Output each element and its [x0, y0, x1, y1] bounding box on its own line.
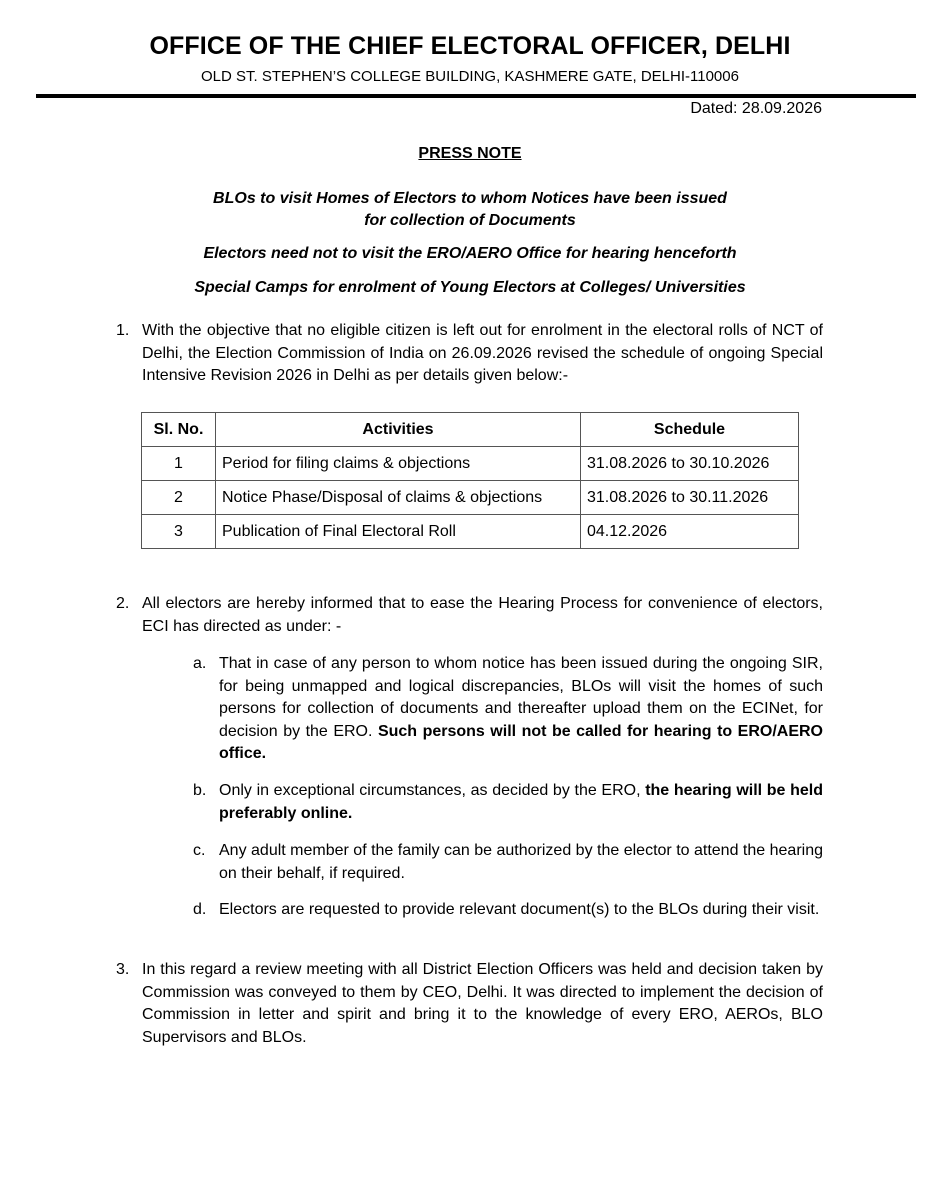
- cell-activity: Notice Phase/Disposal of claims & objections: [216, 481, 581, 515]
- cell-schedule: 04.12.2026: [581, 515, 799, 549]
- header-rule: [36, 94, 916, 98]
- date-line: Dated: 28.09.2026: [690, 100, 822, 117]
- subitem-b-text: Only in exceptional circumstances, as decided by the ERO,: [219, 782, 641, 799]
- subitem-a-bold: Such persons will not be called for hearing to ERO/AERO office.: [219, 722, 824, 762]
- paragraph-3-number: 3.: [116, 961, 130, 978]
- subitem-c: Any adult member of the family can be authorized by the elector to attend the hearing on their behalf, if required.: [219, 842, 823, 882]
- press-note-heading: PRESS NOTE: [418, 145, 522, 162]
- subitem-b-letter: b.: [193, 782, 207, 799]
- headline-1-cont: for collection of Documents: [364, 212, 576, 229]
- office-title: OFFICE OF THE CHIEF ELECTORAL OFFICER, DELHI: [149, 32, 791, 60]
- subitem-a-letter: a.: [193, 655, 207, 672]
- table-row: [142, 515, 799, 549]
- subitem-c-letter: c.: [193, 842, 206, 859]
- cell-activity: Publication of Final Electoral Roll: [216, 515, 581, 549]
- subitem-a-text: That in case of any person to whom notice has been issued during the ongoing SIR, for being unmapped and logical discrepancies, BLOs will visit the homes of such persons for collection of documents and thereafter upload them on the ECINet, for decision by the ERO.: [219, 655, 823, 740]
- table-row: [142, 447, 799, 481]
- table-header-row: [142, 413, 799, 447]
- cell-sl-no: 2: [142, 481, 216, 515]
- paragraph-1-number: 1.: [116, 322, 130, 339]
- subitem-b: [219, 780, 823, 825]
- headline-2: Electors need not to visit the ERO/AERO Office for hearing henceforth: [203, 245, 737, 262]
- subitem-d: Electors are requested to provide relevant document(s) to the BLOs during their visit.: [219, 901, 820, 918]
- cell-activity: Period for filing claims & objections: [216, 447, 581, 481]
- cell-schedule: 31.08.2026 to 30.10.2026: [581, 447, 799, 481]
- subitem-b-bold: the hearing will be held preferably online.: [219, 782, 823, 822]
- paragraph-3: In this regard a review meeting with all District Election Officers was held and decision taken by Commission was conveyed to them by CEO, Delhi. It was directed to implement the decision of Commission in letter and spirit and bring it to the knowledge of every ERO, AEROs, BLO Supervisors and BLOs.: [142, 961, 823, 1046]
- paragraph-2: All electors are hereby informed that to ease the Hearing Process for convenience of electors, ECI has directed as under: -: [142, 595, 823, 635]
- table-row: [142, 481, 799, 515]
- paragraph-1: With the objective that no eligible citizen is left out for enrolment in the electoral rolls of NCT of Delhi, the Election Commission of India on 26.09.2026 revised the schedule of ongoing Special Intensive Revision 2026 in Delhi as per details given below:-: [142, 322, 823, 384]
- cell-schedule: 31.08.2026 to 30.11.2026: [581, 481, 799, 515]
- paragraph-2-number: 2.: [116, 595, 130, 612]
- header-sl-no: Sl. No.: [142, 413, 216, 447]
- office-address: OLD ST. STEPHEN’S COLLEGE BUILDING, KASHMERE GATE, DELHI-110006: [201, 68, 739, 85]
- cell-sl-no: 1: [142, 447, 216, 481]
- header-activities: Activities: [216, 413, 581, 447]
- schedule-table: [141, 412, 799, 549]
- cell-sl-no: 3: [142, 515, 216, 549]
- headline-1: BLOs to visit Homes of Electors to whom Notices have been issued: [213, 190, 727, 207]
- header-schedule: Schedule: [581, 413, 799, 447]
- subitem-a: [219, 653, 823, 766]
- headline-3: Special Camps for enrolment of Young Electors at Colleges/ Universities: [194, 279, 746, 296]
- subitem-d-letter: d.: [193, 901, 207, 918]
